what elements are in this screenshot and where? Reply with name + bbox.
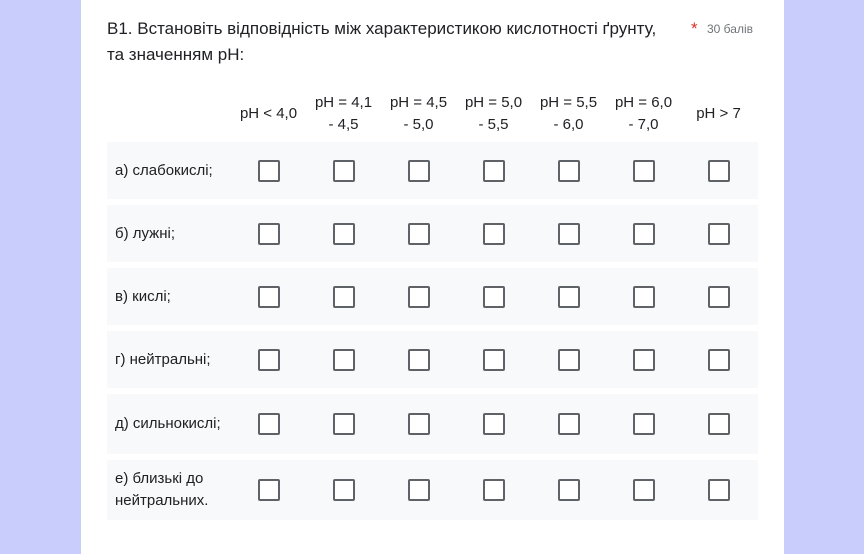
grid-cell [381,349,456,371]
column-header: pH < 4,0 [239,105,298,122]
checkbox[interactable] [483,286,505,308]
row-label: в) кислі; [115,287,171,305]
checkbox[interactable] [258,413,280,435]
grid-cell [456,479,531,501]
row-label: а) слабокислі; [115,161,213,179]
checkbox[interactable] [408,413,430,435]
checkbox[interactable] [558,349,580,371]
grid-cell [606,286,681,308]
grid-header-row [107,90,758,138]
grid-cell [231,413,306,435]
grid-cell [531,413,606,435]
row-label: б) лужні; [115,224,175,242]
grid-cell [456,223,531,245]
column-header: pH = 4,1 - 4,5 [314,94,373,133]
row-label: е) близькі до нейтральних. [115,470,209,509]
points-label: 30 балів [707,22,753,36]
grid-row [107,394,758,454]
checkbox[interactable] [558,479,580,501]
checkbox[interactable] [408,286,430,308]
grid-cell [606,349,681,371]
grid-rows [107,142,758,520]
checkbox[interactable] [483,413,505,435]
checkbox[interactable] [708,413,730,435]
checkbox[interactable] [333,223,355,245]
checkbox-grid [107,90,758,526]
checkbox[interactable] [708,349,730,371]
checkbox[interactable] [708,223,730,245]
grid-cell [531,160,606,182]
grid-cell [681,160,756,182]
grid-cell [306,479,381,501]
checkbox[interactable] [633,413,655,435]
checkbox[interactable] [633,223,655,245]
checkbox[interactable] [333,160,355,182]
checkbox[interactable] [258,349,280,371]
grid-cell [231,223,306,245]
checkbox[interactable] [558,286,580,308]
checkbox[interactable] [333,286,355,308]
checkbox[interactable] [633,286,655,308]
column-header: pH = 4,5 - 5,0 [389,94,448,133]
grid-row [107,268,758,325]
checkbox[interactable] [258,286,280,308]
grid-cell [606,223,681,245]
row-label: д) сильнокислі; [115,415,221,432]
grid-cell [381,479,456,501]
column-header: pH = 5,0 - 5,5 [464,94,523,133]
checkbox[interactable] [333,413,355,435]
checkbox[interactable] [708,286,730,308]
grid-cell [306,349,381,371]
checkbox[interactable] [483,349,505,371]
grid-cell [456,349,531,371]
checkbox[interactable] [333,479,355,501]
row-label: г) нейтральні; [115,350,211,368]
grid-cell [531,349,606,371]
grid-cell [681,479,756,501]
grid-cell [381,286,456,308]
checkbox[interactable] [408,349,430,371]
checkbox[interactable] [558,160,580,182]
grid-cell [531,286,606,308]
grid-cell [606,160,681,182]
grid-cell [306,413,381,435]
column-header: pH = 6,0 - 7,0 [614,94,673,133]
checkbox[interactable] [708,160,730,182]
checkbox[interactable] [483,160,505,182]
grid-cell [681,286,756,308]
checkbox[interactable] [258,160,280,182]
grid-cell [681,349,756,371]
grid-cell [456,413,531,435]
checkbox[interactable] [708,479,730,501]
checkbox[interactable] [633,349,655,371]
checkbox[interactable] [258,223,280,245]
checkbox[interactable] [408,479,430,501]
checkbox[interactable] [258,479,280,501]
grid-cell [681,223,756,245]
grid-cell [606,413,681,435]
column-header: pH > 7 [696,105,741,122]
grid-cell [231,479,306,501]
checkbox[interactable] [333,349,355,371]
grid-cell [681,413,756,435]
grid-cell [306,286,381,308]
grid-cell [456,160,531,182]
required-asterisk: * [691,19,698,38]
grid-cell [381,160,456,182]
checkbox[interactable] [558,413,580,435]
grid-row [107,331,758,388]
grid-cell [231,286,306,308]
checkbox[interactable] [483,479,505,501]
grid-row [107,142,758,199]
checkbox[interactable] [408,160,430,182]
grid-row [107,460,758,520]
grid-cell [306,160,381,182]
grid-row [107,205,758,262]
question-title: В1. Встановіть відповідність між характеристикою кислотності ґрунту, та значенням pH: [107,19,657,64]
question-card [81,0,784,554]
checkbox[interactable] [633,479,655,501]
grid-cell [381,223,456,245]
checkbox[interactable] [558,223,580,245]
checkbox[interactable] [408,223,430,245]
grid-cell [531,223,606,245]
checkbox[interactable] [633,160,655,182]
grid-cell [381,413,456,435]
grid-cell [231,160,306,182]
grid-cell [606,479,681,501]
grid-cell [306,223,381,245]
grid-cell [231,349,306,371]
grid-cell [456,286,531,308]
column-header: pH = 5,5 - 6,0 [539,94,598,133]
grid-cell [531,479,606,501]
checkbox[interactable] [483,223,505,245]
